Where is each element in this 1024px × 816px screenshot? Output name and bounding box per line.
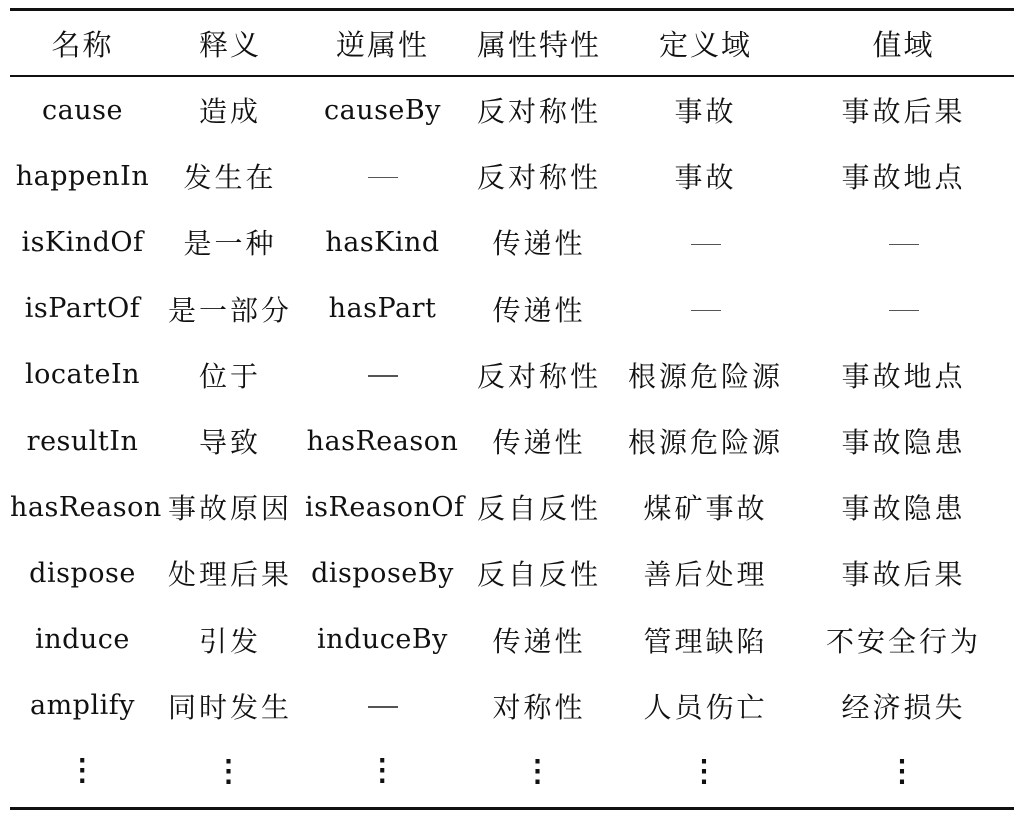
cell-inverse [305,342,460,408]
cell-text: causeBy [323,94,442,126]
cell-range [793,209,1014,275]
cell-domain [618,342,793,408]
empty-dash [889,244,919,246]
cell-domain [618,209,793,275]
table-row [10,77,1014,143]
cell-characteristic [460,77,618,143]
cell-name [10,408,155,474]
header-name: 名称 [51,27,114,62]
table-row [10,408,1014,474]
cell-text: 位于 [198,359,261,393]
cell-text: 不安全行为 [825,624,981,658]
header-characteristic: 属性特性 [476,27,601,62]
cell-text: 人员伤亡 [643,690,768,724]
cell-text: 经济损失 [841,690,966,724]
cell-meaning [155,408,305,474]
cell-meaning [155,540,305,606]
cell-domain [618,408,793,474]
cell-text: 反对称性 [476,161,601,195]
cell-range [793,540,1014,606]
cell-meaning [155,739,305,805]
cell-range [793,342,1014,408]
continuation-dots: ⋮ [67,753,98,789]
cell-inverse [305,143,460,209]
cell-text: 是一种 [183,227,277,261]
table-row [10,143,1014,209]
cell-domain [618,276,793,342]
cell-text: 事故 [674,95,737,129]
cell-characteristic [460,276,618,342]
cell-meaning [155,276,305,342]
cell-text: hasPart [328,293,437,325]
cell-text: 反对称性 [476,95,601,129]
cell-characteristic [460,607,618,673]
cell-inverse [305,607,460,673]
cell-text: 处理后果 [167,558,292,592]
header-domain: 定义域 [658,27,752,62]
cell-text: 事故隐患 [841,426,966,460]
cell-text: 事故原因 [167,492,292,526]
cell-text: hasReason [306,425,459,457]
cell-text: 反对称性 [476,359,601,393]
table-row [10,673,1014,739]
empty-dash [368,375,398,377]
cell-text: 传递性 [492,624,586,658]
cell-text: induce [35,624,130,656]
cell-characteristic [460,540,618,606]
cell-range [793,143,1014,209]
cell-meaning [155,77,305,143]
cell-meaning [155,607,305,673]
header-inverse: 逆属性 [335,27,429,62]
empty-dash [889,310,919,312]
cell-text: 传递性 [492,426,586,460]
cell-inverse [305,739,460,805]
continuation-dots: ⋮ [213,754,247,790]
table-row [10,739,1014,805]
empty-dash [368,706,398,708]
empty-dash [368,177,398,179]
header-range: 值域 [872,27,935,62]
ontology-relations-table [10,8,1014,810]
continuation-dots: ⋮ [522,754,556,790]
cell-text: 煤矿事故 [643,492,768,526]
cell-domain [618,739,793,805]
cell-text: disposeBy [311,557,454,589]
cell-characteristic [460,739,618,805]
cell-text: 根源危险源 [627,359,783,393]
cell-text: 根源危险源 [627,426,783,460]
cell-text: 导致 [198,426,261,460]
cell-meaning [155,474,305,540]
cell-range [793,408,1014,474]
cell-text: induceBy [317,624,448,656]
cell-text: isReasonOf [305,491,465,523]
cell-text: 造成 [198,95,261,129]
cell-text: amplify [29,690,135,722]
cell-inverse [305,540,460,606]
table-row [10,342,1014,408]
empty-dash [691,310,721,312]
cell-text: 事故后果 [841,558,966,592]
cell-text: resultIn [26,425,139,457]
cell-text: 是一部分 [167,293,292,327]
cell-domain [618,607,793,673]
cell-name [10,474,162,540]
cell-text: 事故地点 [841,359,966,393]
cell-characteristic [460,209,618,275]
cell-text: isPartOf [24,293,141,325]
cell-inverse [305,276,460,342]
continuation-dots: ⋮ [689,754,722,790]
empty-dash [691,244,721,246]
cell-name [10,342,155,408]
cell-domain [618,474,793,540]
table-row [10,276,1014,342]
cell-inverse [305,77,460,143]
relations-body [10,77,1014,805]
cell-characteristic [460,143,618,209]
cell-domain [618,673,793,739]
cell-name [10,739,155,805]
bottom-rule [10,807,1014,810]
header-meaning: 释义 [198,27,261,62]
cell-text: 对称性 [492,690,586,724]
cell-domain [618,143,793,209]
continuation-dots: ⋮ [887,754,920,790]
cell-text: 事故地点 [841,161,966,195]
cell-text: 发生在 [183,161,277,195]
cell-text: 反自反性 [476,558,601,592]
cell-text: 传递性 [492,293,586,327]
continuation-dots: ⋮ [367,753,398,789]
cell-name [10,209,155,275]
table-row [10,540,1014,606]
cell-text: locateIn [25,359,140,391]
cell-range [793,474,1014,540]
cell-meaning [155,342,305,408]
cell-name [10,77,155,143]
cell-domain [618,77,793,143]
cell-text: 事故 [674,161,737,195]
cell-text: 事故隐患 [841,492,966,526]
cell-text: 善后处理 [643,558,768,592]
cell-meaning [155,143,305,209]
cell-text: 事故后果 [841,95,966,129]
table-row [10,607,1014,673]
cell-text: happenIn [15,160,150,192]
cell-text: 传递性 [492,227,586,261]
cell-text: dispose [29,557,136,589]
cell-text: hasKind [325,226,440,258]
table-row [10,209,1014,275]
cell-text: 引发 [198,624,261,658]
cell-name [10,673,155,739]
cell-text: hasReason [10,491,162,523]
cell-text: 管理缺陷 [643,624,768,658]
cell-inverse [305,209,460,275]
cell-range [793,673,1014,739]
cell-inverse [305,474,465,540]
header-row [10,11,1014,75]
cell-name [10,607,155,673]
cell-inverse [305,673,460,739]
cell-meaning [155,673,305,739]
cell-domain [618,540,793,606]
cell-characteristic [460,474,618,540]
cell-range [793,739,1014,805]
cell-inverse [305,408,460,474]
cell-range [793,77,1014,143]
relations-table [10,11,1014,75]
table-row [10,474,1014,540]
cell-text: cause [42,94,123,126]
cell-name [10,540,155,606]
cell-name [10,143,155,209]
cell-text: isKindOf [21,226,144,258]
cell-text: 同时发生 [167,690,292,724]
cell-characteristic [460,673,618,739]
cell-characteristic [460,342,618,408]
cell-characteristic [460,408,618,474]
cell-range [793,276,1014,342]
cell-meaning [155,209,305,275]
cell-name [10,276,155,342]
cell-text: 反自反性 [476,492,601,526]
cell-range [793,607,1014,673]
